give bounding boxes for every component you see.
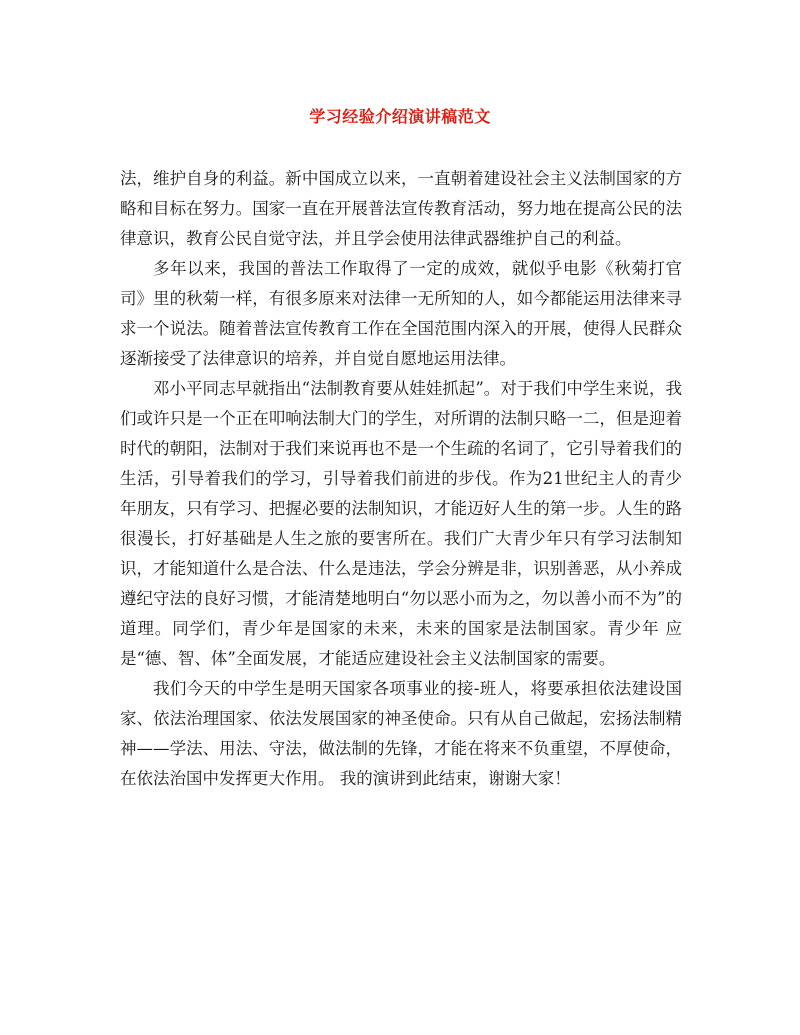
paragraph: 多年以来，我国的普法工作取得了一定的成效，就似乎电影《秋菊打官司》里的秋菊一样，有很多原来对法律一无所知的人，如今都能运用法律来寻求一个说法。随着普法宣传教育工作在全国范围内深入的开展，使得人民群众逐渐接受了法律意识的培养，并自觉自愿地运用法律。 [120, 259, 682, 368]
paragraph: 邓小平同志早就指出“法制教育要从娃娃抓起”。对于我们中学生来说，我们或许只是一个正在叩响法制大门的学生，对所谓的法制只略一二，但是迎着时代的朝阳，法制对于我们来说再也不是一个生疏的名词了，它引导着我们的生活，引导着我们的学习，引导着我们前进的步伐。作为21世纪主人的青少年朋友，只有学习、把握必要的法制知识，才能迈好人生的第一步。人生的路很漫长，打好基础是人生之旅的要害所在。我们广大青少年只有学习法制知识，才能知道什么是合法、什么是违法，学会分辨是非，识别善恶，从小养成遵纪守法的良好习惯，才能清楚地明白“勿以恶小而为之，勿以善小而不为”的道理。同学们，青少年是国家的未来，未来的国家是法制国家。青少年 应是“德、智、体”全面发展，才能适应建设社会主义法制国家的需要。 [120, 379, 682, 668]
document-body [120, 164, 682, 794]
paragraph: 我们今天的中学生是明天国家各项事业的接-班人，将要承担依法建设国家、依法治理国家、依法发展国家的神圣使命。只有从自己做起，宏扬法制精神——学法、用法、守法，做法制的先锋，才能在将来不负重望，不厚使命，在依法治国中发挥更大作用。 我的演讲到此结束，谢谢大家！ [120, 679, 682, 788]
paragraph: 法，维护自身的利益。新中国成立以来，一直朝着建设社会主义法制国家的方略和目标在努力。国家一直在开展普法宣传教育活动，努力地在提高公民的法律意识，教育公民自觉守法，并且学会使用法律武器维护自己的利益。 [120, 169, 682, 248]
document-title: 学习经验介绍演讲稿范文 [309, 107, 491, 126]
